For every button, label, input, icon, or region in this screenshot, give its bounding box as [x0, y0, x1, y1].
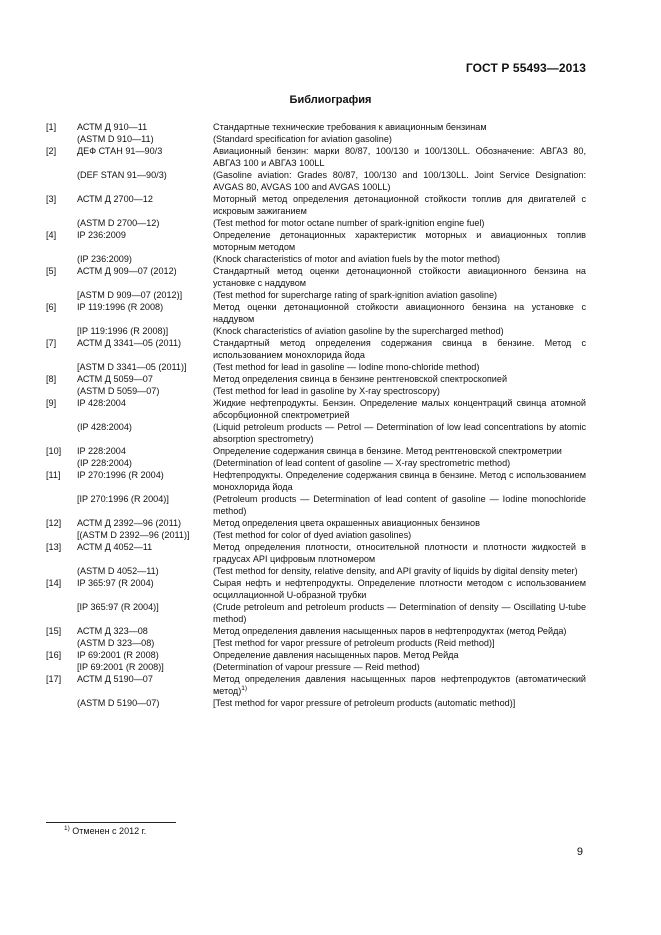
bib-description-english: [Test method for vapor pressure of petroleum products (automatic method)] [213, 698, 516, 708]
bib-number-blank [46, 565, 77, 577]
bib-number: [3] [46, 194, 57, 204]
bib-code: ДЕФ СТАН 91—90/3 [77, 146, 163, 156]
bib-entry-english [46, 493, 586, 517]
bib-entry-english [46, 421, 586, 445]
bib-entry [46, 625, 586, 637]
bib-number-blank [46, 289, 77, 301]
bib-code-english: [IP 270:1996 (R 2004)] [77, 494, 169, 504]
bib-entry [46, 121, 586, 133]
bib-code-english: [ASTM D 909—07 (2012)] [77, 290, 183, 300]
bib-entry [46, 301, 586, 325]
bib-number: [9] [46, 398, 57, 408]
bib-number: [13] [46, 542, 62, 552]
bib-description [213, 673, 586, 697]
bib-description-english: (Knock characteristics of motor and aviation fuels by the motor method) [213, 254, 501, 264]
bib-description [213, 469, 586, 493]
bib-entry-english [46, 565, 586, 577]
bib-description [213, 517, 586, 529]
footnote-text: Отменен с 2012 г. [72, 826, 147, 836]
bib-entry [46, 145, 586, 169]
bib-entry [46, 229, 586, 253]
bib-description [213, 265, 586, 289]
document-header: ГОСТ Р 55493—2013 [465, 61, 586, 75]
bib-number: [17] [46, 674, 62, 684]
bib-number: [8] [46, 374, 57, 384]
bib-entry-english [46, 133, 586, 145]
bib-code: IP 428:2004 [77, 398, 126, 408]
bib-code-english: [(ASTM D 2392—96 (2011)] [77, 530, 190, 540]
bib-code: АСТМ Д 2700—12 [77, 194, 153, 204]
bib-code: АСТМ Д 4052—11 [77, 542, 153, 552]
bib-number: [12] [46, 518, 62, 528]
bib-entry [46, 649, 586, 661]
bib-description-english: (Petroleum products — Determination of lead content of gasoline — Iodine monochloride method) [213, 494, 586, 516]
bib-description-text: Жидкие нефтепродукты. Бензин. Определение малых концентраций свинца атомной абсорбционной спектрометрией [213, 398, 586, 420]
bib-number-blank [46, 661, 77, 673]
bib-code: АСТМ Д 910—11 [77, 122, 148, 132]
bib-description [213, 397, 586, 421]
bib-description [213, 229, 586, 253]
footnote-marker: 1) [64, 825, 70, 832]
bib-entry [46, 397, 586, 421]
bib-description-english: (Determination of lead content of gasoline — X-ray spectrometric method) [213, 458, 511, 468]
bib-description [213, 337, 586, 361]
bib-number-blank [46, 457, 77, 469]
bib-entry [46, 445, 586, 457]
bib-code-english: (IP 428:2004) [77, 422, 132, 432]
bib-entry [46, 469, 586, 493]
bib-number-blank [46, 529, 77, 541]
bib-code-english: [IP 365:97 (R 2004)] [77, 602, 159, 612]
bib-entry [46, 337, 586, 361]
bib-description-text: Определение давления насыщенных паров. Метод Рейда [213, 650, 459, 660]
bib-description-text: Метод определения давления насыщенных паров нефтепродуктов (автоматический метод) [213, 674, 586, 696]
bib-description-english: (Gasoline aviation: Grades 80/87, 100/130 and 100/130LL. Joint Service Designation: AVGAS 80, AVGAS 100 and AVGAS 100LL) [213, 170, 586, 192]
bib-description-english: (Standard specification for aviation gasoline) [213, 134, 392, 144]
bib-description-text: Авиационный бензин: марки 80/87, 100/130 и 100/130LL. Обозначение: АВГАЗ 80, АВГАЗ 100 и АВГАЗ 100LL [213, 146, 586, 168]
bib-code: IP 228:2004 [77, 446, 126, 456]
bib-code-english: (ASTM D 5190—07) [77, 698, 160, 708]
bib-entry [46, 265, 586, 289]
bib-description-english: (Determination of vapour pressure — Reid method) [213, 662, 420, 672]
bib-description-text: Стандартные технические требования к авиационным бензинам [213, 122, 487, 132]
bib-number-blank [46, 133, 77, 145]
bib-code-english: (ASTM D 910—11) [77, 134, 154, 144]
footnote-ref: 1) [241, 685, 248, 692]
bib-code-english: [IP 69:2001 (R 2008)] [77, 662, 164, 672]
bib-entry-english [46, 529, 586, 541]
bib-entry-english [46, 361, 586, 373]
bib-code-english: (ASTM D 5059—07) [77, 386, 160, 396]
bib-description-text: Моторный метод определения детонационной стойкости топлив для двигателей с искровым зажиганием [213, 194, 586, 216]
bib-description-text: Метод оценки детонационной стойкости авиационного бензина на установке с наддувом [213, 302, 586, 324]
bib-description-english: (Crude petroleum and petroleum products — Determination of density — Oscillating U-tube method) [213, 602, 586, 624]
bib-description [213, 301, 586, 325]
bib-number: [7] [46, 338, 57, 348]
bib-entry-english [46, 217, 586, 229]
bib-entry-english [46, 385, 586, 397]
bib-code: IP 69:2001 (R 2008) [77, 650, 159, 660]
bib-code-english: [ASTM D 3341—05 (2011)] [77, 362, 187, 372]
bib-number-blank [46, 493, 77, 517]
bib-entry [46, 673, 586, 697]
bib-entry-english [46, 601, 586, 625]
bib-number-blank [46, 325, 77, 337]
bib-number-blank [46, 637, 77, 649]
bib-code-english: (ASTM D 4052—11) [77, 566, 159, 576]
bib-entry [46, 373, 586, 385]
bib-code: АСТМ Д 909—07 (2012) [77, 266, 177, 276]
bib-entry-english [46, 661, 586, 673]
bib-description [213, 193, 586, 217]
bib-description-english: (Test method for density, relative density, and API gravity of liquids by digital density meter) [213, 566, 578, 576]
bib-entry [46, 517, 586, 529]
bib-number: [4] [46, 230, 57, 240]
bibliography-list [46, 121, 586, 709]
bib-description-english: [Test method for vapor pressure of petroleum products (Reid method)] [213, 638, 495, 648]
bib-code: АСТМ Д 323—08 [77, 626, 148, 636]
bib-description-english: (Test method for motor octane number of spark-ignition engine fuel) [213, 218, 485, 228]
bib-description [213, 577, 586, 601]
bib-number: [11] [46, 470, 61, 480]
bib-code-english: [IP 119:1996 (R 2008)] [77, 326, 169, 336]
bib-entry [46, 541, 586, 565]
bib-code-english: (IP 228:2004) [77, 458, 132, 468]
bib-number: [6] [46, 302, 57, 312]
footnote-divider [46, 822, 176, 823]
page-title: Библиография [289, 94, 372, 106]
bib-entry-english [46, 637, 586, 649]
page-number: 9 [576, 846, 583, 858]
bib-number-blank [46, 421, 77, 445]
bib-entry-english [46, 169, 586, 193]
bib-entry-english [46, 457, 586, 469]
bib-entry [46, 577, 586, 601]
bib-description-english: (Test method for lead in gasoline — Iodine mono-chloride method) [213, 362, 480, 372]
bib-description-text: Метод определения плотности, относительной плотности и плотности жидкостей в градусах API цифровым плотномером [213, 542, 586, 564]
bib-description [213, 373, 586, 385]
bib-description-english: (Test method for lead in gasoline by X-ray spectroscopy) [213, 386, 440, 396]
bib-description-english: (Liquid petroleum products — Petrol — Determination of low lead concentrations by atomic absorption spectrometry) [213, 422, 586, 444]
bib-description-text: Стандартный метод оценки детонационной стойкости авиационного бензина на установке с наддувом [213, 266, 586, 288]
bib-number: [2] [46, 146, 57, 156]
bib-number-blank [46, 385, 77, 397]
bib-code: АСТМ Д 5059—07 [77, 374, 153, 384]
bib-description-english: (Knock characteristics of aviation gasoline by the supercharged method) [213, 326, 504, 336]
bib-number: [10] [46, 446, 62, 456]
bib-code: АСТМ Д 3341—05 (2011) [77, 338, 182, 348]
bib-code-english: (ASTM D 2700—12) [77, 218, 160, 228]
bib-code: АСТМ Д 2392—96 (2011) [77, 518, 182, 528]
bib-entry [46, 193, 586, 217]
bib-entry-english [46, 289, 586, 301]
bib-description [213, 649, 586, 661]
bib-description-text: Стандартный метод определения содержания свинца в бензине. Метод с использованием монохлорида йода [213, 338, 586, 360]
bib-description [213, 625, 586, 637]
bib-code: IP 119:1996 (R 2008) [77, 302, 164, 312]
bib-number-blank [46, 217, 77, 229]
bib-code: IP 270:1996 (R 2004) [77, 470, 164, 480]
bib-number: [5] [46, 266, 57, 276]
bib-description-text: Определение детонационных характеристик моторных и авиационных топлив моторным методом [213, 230, 586, 252]
bib-description-text: Метод определения свинца в бензине рентгеновской спектроскопией [213, 374, 508, 384]
bib-entry-english [46, 253, 586, 265]
bib-number-blank [46, 601, 77, 625]
bib-description-text: Сырая нефть и нефтепродукты. Определение плотности методом с использованием осциллационной U-образной трубки [213, 578, 586, 600]
bib-description-english: (Test method for supercharge rating of spark-ignition aviation gasoline) [213, 290, 498, 300]
bib-number: [15] [46, 626, 62, 636]
footnote [64, 826, 146, 836]
bib-description [213, 121, 586, 133]
bib-code: АСТМ Д 5190—07 [77, 674, 153, 684]
bib-description [213, 145, 586, 169]
bib-description-english: (Test method for color of dyed aviation gasolines) [213, 530, 412, 540]
bib-number-blank [46, 169, 77, 193]
bib-code-english: (DEF STAN 91—90/3) [77, 170, 167, 180]
bib-code: IP 365:97 (R 2004) [77, 578, 154, 588]
bib-number-blank [46, 697, 77, 709]
bib-description [213, 445, 586, 457]
bib-number: [1] [46, 122, 57, 132]
bib-number: [14] [46, 578, 62, 588]
bib-number-blank [46, 361, 77, 373]
bib-description-text: Нефтепродукты. Определение содержания свинца в бензине. Метод с использованием монохлорида йода [213, 470, 586, 492]
bib-entry-english [46, 697, 586, 709]
bib-description-text: Определение содержания свинца в бензине. Метод рентгеновской спектрометрии [213, 446, 562, 456]
bib-code: IP 236:2009 [77, 230, 126, 240]
bib-description [213, 541, 586, 565]
bib-description-text: Метод определения цвета окрашенных авиационных бензинов [213, 518, 480, 528]
bib-description-text: Метод определения давления насыщенных паров в нефтепродуктах (метод Рейда) [213, 626, 567, 636]
bib-number: [16] [46, 650, 62, 660]
bib-entry-english [46, 325, 586, 337]
bib-number-blank [46, 253, 77, 265]
bib-code-english: (IP 236:2009) [77, 254, 132, 264]
bib-code-english: (ASTM D 323—08) [77, 638, 155, 648]
